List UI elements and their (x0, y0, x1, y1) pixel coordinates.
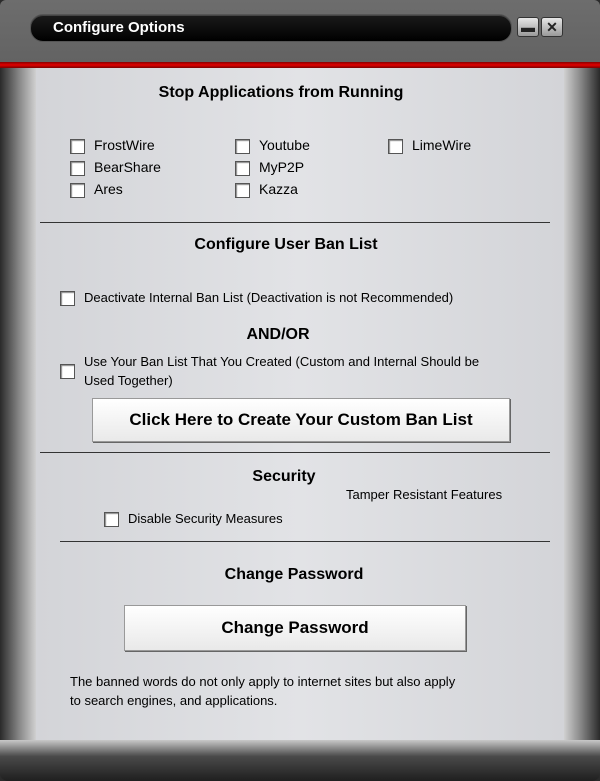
frostwire-checkbox[interactable] (70, 139, 85, 154)
use-custom-ban-list-label-line2: Used Together) (84, 373, 173, 388)
section-divider (60, 541, 550, 542)
ares-label: Ares (94, 181, 123, 197)
note-line2: to search engines, and applications. (70, 693, 278, 708)
ares-checkbox[interactable] (70, 183, 85, 198)
use-custom-ban-list-checkbox[interactable] (60, 364, 75, 379)
minimize-icon[interactable]: ▬ (517, 17, 539, 37)
section-divider (40, 452, 550, 453)
frostwire-label: FrostWire (94, 137, 155, 153)
window-title: Configure Options (53, 19, 185, 36)
youtube-checkbox[interactable] (235, 139, 250, 154)
myp2p-label: MyP2P (259, 159, 305, 175)
disable-security-label: Disable Security Measures (128, 511, 283, 526)
change-password-heading: Change Password (224, 566, 364, 583)
section-divider (40, 222, 550, 223)
kazza-checkbox[interactable] (235, 183, 250, 198)
deactivate-ban-list-label: Deactivate Internal Ban List (Deactivation is not Recommended) (84, 290, 454, 305)
bearshare-checkbox[interactable] (70, 161, 85, 176)
kazza-label: Kazza (259, 181, 298, 197)
security-heading: Security (252, 468, 316, 485)
note-line1: The banned words do not only apply to internet sites but also apply (70, 674, 456, 689)
options-panel (36, 68, 564, 740)
bottom-frame (0, 740, 600, 781)
and-or-label: AND/OR (246, 326, 310, 343)
disable-security-checkbox[interactable] (104, 512, 119, 527)
use-custom-ban-list-label-line1: Use Your Ban List That You Created (Custom and Internal Should be (84, 354, 480, 369)
limewire-label: LimeWire (412, 137, 472, 153)
stop-apps-heading: Stop Applications from Running (158, 84, 404, 101)
left-frame (0, 68, 36, 758)
ban-list-heading: Configure User Ban List (194, 236, 378, 253)
close-icon[interactable]: ✕ (541, 17, 563, 37)
create-custom-ban-list-button[interactable]: Click Here to Create Your Custom Ban List (92, 398, 510, 442)
bearshare-label: BearShare (94, 159, 161, 175)
limewire-checkbox[interactable] (388, 139, 403, 154)
change-password-button[interactable]: Change Password (124, 605, 466, 651)
youtube-label: Youtube (259, 137, 310, 153)
tamper-resistant-label: Tamper Resistant Features (346, 487, 503, 502)
myp2p-checkbox[interactable] (235, 161, 250, 176)
right-frame (564, 68, 600, 758)
deactivate-ban-list-checkbox[interactable] (60, 291, 75, 306)
title-bar[interactable] (30, 14, 512, 42)
